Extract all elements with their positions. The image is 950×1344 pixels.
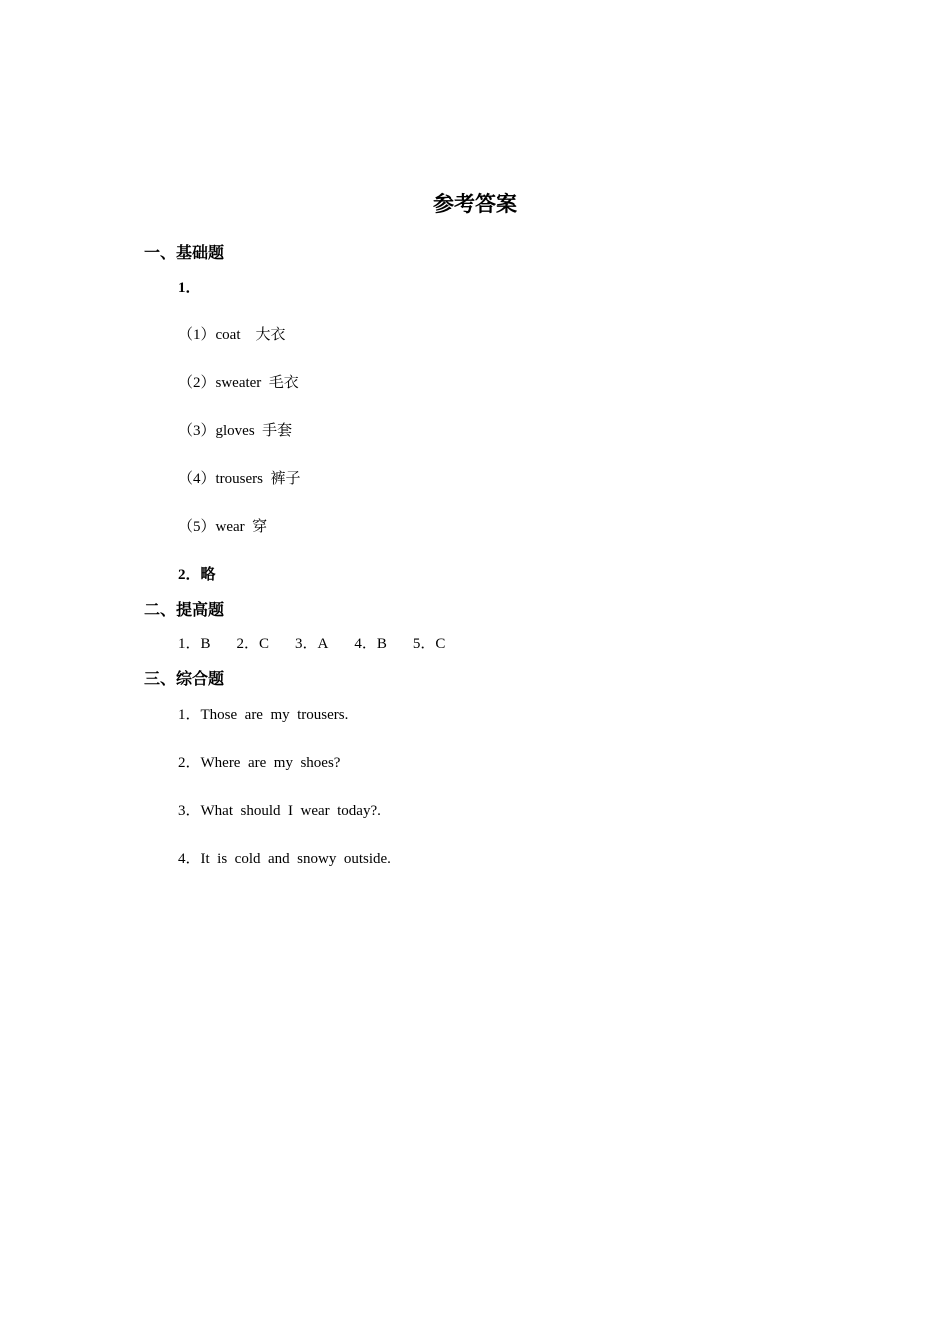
mcq-answer-4: 4．B: [354, 636, 387, 652]
vocab-answer-3: （3）gloves 手套: [178, 423, 293, 439]
section-heading-comprehensive: 三、综合题: [144, 671, 225, 688]
mcq-answer-1: 1．B: [178, 636, 211, 652]
vocab-answer-2: （2）sweater 毛衣: [178, 375, 299, 391]
page-title: 参考答案: [433, 192, 517, 216]
multiple-choice-answers: [178, 632, 445, 656]
question-2-label: 2．略: [178, 567, 216, 583]
sentence-answer-1: 1．Those are my trousers.: [178, 707, 349, 723]
sentence-answer-2: 2．Where are my shoes?: [178, 755, 341, 771]
section-heading-improve: 二、提高题: [144, 602, 225, 619]
sentence-answer-3: 3．What should I wear today?.: [178, 803, 381, 819]
question-1-label: 1．: [178, 280, 201, 296]
section-heading-basic: 一、基础题: [144, 245, 225, 262]
mcq-answer-3: 3．A: [295, 636, 329, 652]
vocab-answer-4: （4）trousers 裤子: [178, 471, 301, 487]
vocab-answer-1: （1）coat 大衣: [178, 327, 286, 343]
sentence-answer-4: 4．It is cold and snowy outside.: [178, 851, 391, 867]
vocab-answer-5: （5）wear 穿: [178, 519, 268, 535]
mcq-answer-2: 2．C: [236, 636, 270, 652]
mcq-answer-5: 5．C: [412, 636, 446, 652]
